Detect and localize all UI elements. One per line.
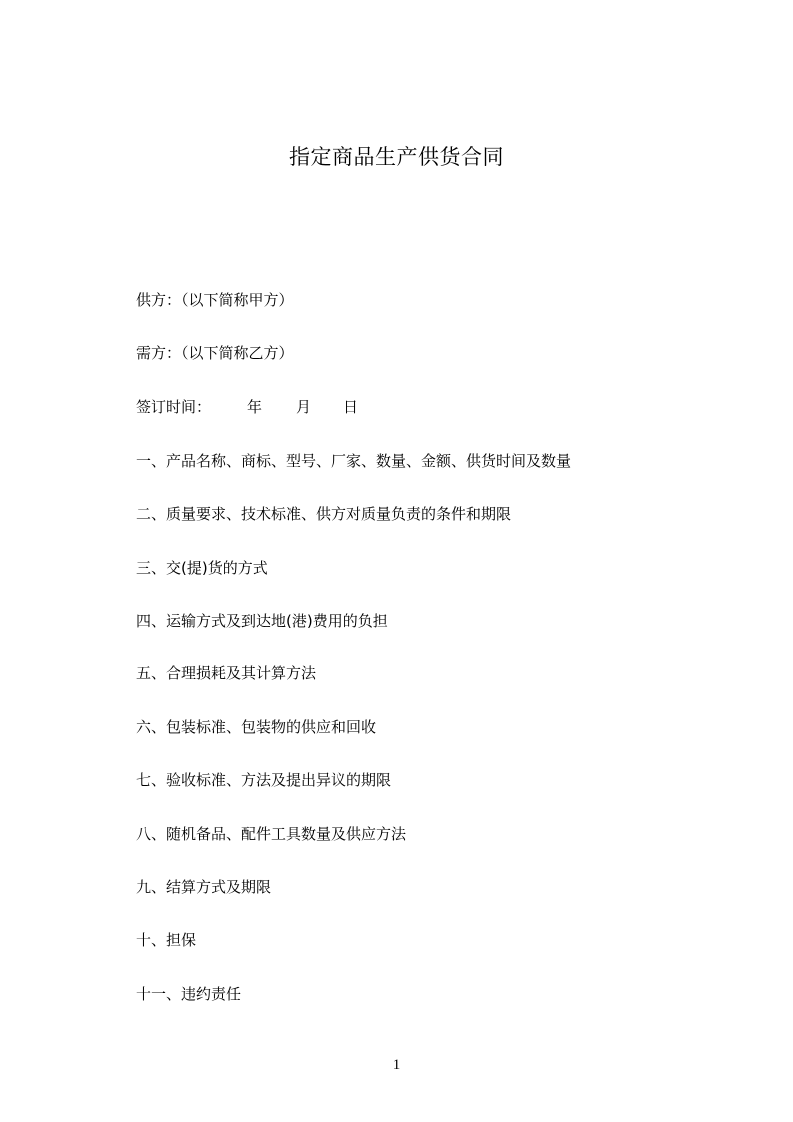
sign-date-year: 年: [247, 398, 263, 416]
section-heading-5: 五、合理损耗及其计算方法: [136, 664, 317, 682]
section-heading-4: 四、运输方式及到达地(港)费用的负担: [136, 612, 388, 630]
section-heading-11: 十一、违约责任: [136, 985, 242, 1003]
sign-date-month: 月: [296, 398, 312, 416]
section-heading-2: 二、质量要求、技术标准、供方对质量负责的条件和期限: [136, 505, 512, 523]
section-heading-7: 七、验收标准、方法及提出异议的期限: [136, 771, 392, 789]
section-heading-9: 九、结算方式及期限: [136, 878, 272, 896]
sign-date-day: 日: [343, 398, 359, 416]
document-title: 指定商品生产供货合同: [289, 145, 504, 169]
section-heading-1: 一、产品名称、商标、型号、厂家、数量、金额、供货时间及数量: [136, 452, 572, 470]
section-heading-3: 三、交(提)货的方式: [136, 559, 268, 577]
page-number: 1: [392, 1057, 401, 1073]
buyer-line: 需方：（以下简称乙方）: [136, 344, 294, 362]
sign-date-label: 签订时间：: [136, 398, 212, 416]
section-heading-6: 六、包装标准、包装物的供应和回收: [136, 718, 377, 736]
section-heading-10: 十、担保: [136, 931, 197, 949]
sign-date-line: [136, 396, 358, 418]
supplier-line: 供方：（以下简称甲方）: [136, 291, 294, 309]
section-heading-8: 八、随机备品、配件工具数量及供应方法: [136, 825, 407, 843]
